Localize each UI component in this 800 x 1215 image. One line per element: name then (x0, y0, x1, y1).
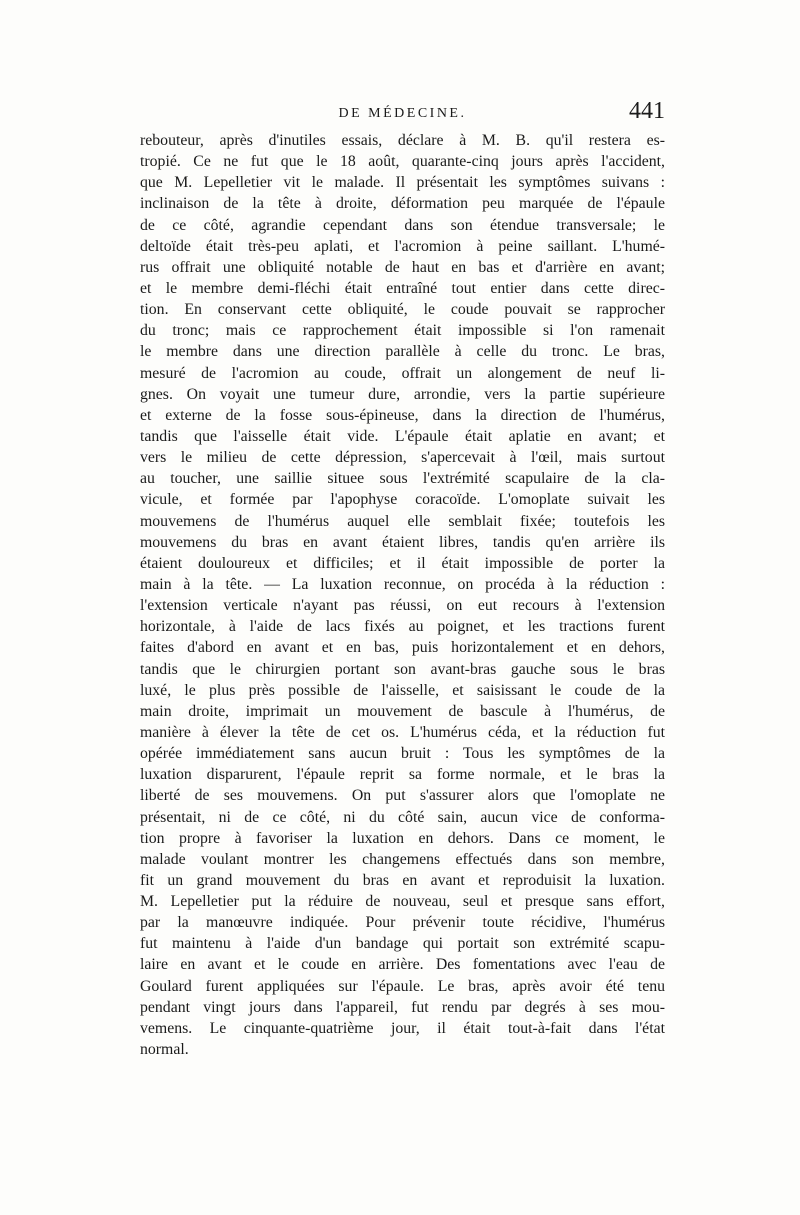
text-line: vicule, et formée par l'apophyse coracoïde. L'omoplate suivait les (140, 491, 665, 509)
text-line: opérée immédiatement sans aucun bruit : Tous les symptômes de la (140, 745, 665, 763)
text-line: tion propre à favoriser la luxation en dehors. Dans ce moment, le (140, 829, 665, 847)
text-line: M. Lepelletier put la réduire de nouveau, seul et presque sans effort, (140, 893, 665, 911)
text-line: présentait, ni de ce côté, ni du côté sain, aucun vice de conforma- (140, 808, 665, 826)
text-line: pendant vingt jours dans l'appareil, fut rendu par degrés à ses mou- (140, 998, 665, 1016)
text-line: malade voulant montrer les changemens effectués dans son membre, (140, 850, 665, 868)
text-line: gnes. On voyait une tumeur dure, arrondie, vers la partie supérieure (140, 385, 665, 403)
text-line: tandis que le chirurgien portant son avant-bras gauche sous le bras (140, 660, 665, 678)
text-line: luxé, le plus près possible de l'aisselle, et saisissant le coude de la (140, 681, 665, 699)
text-line: faites d'abord en avant et en bas, puis horizontalement et en dehors, (140, 639, 665, 657)
text-line: mouvemens de l'humérus auquel elle semblait fixée; toutefois les (140, 512, 665, 530)
text-line: tandis que l'aisselle était vide. L'épaule était aplatie en avant; et (140, 427, 665, 445)
running-head: DE MÉDECINE. (338, 106, 467, 121)
page-number: 441 (629, 98, 665, 124)
text-line: main droite, imprimait un mouvement de bascule à l'humérus, de (140, 702, 665, 720)
text-line: deltoïde était très-peu aplati, et l'acromion à peine saillant. L'humé- (140, 237, 665, 255)
text-line: rebouteur, après d'inutiles essais, déclare à M. B. qu'il restera es- (140, 132, 665, 149)
text-line: horizontale, à l'aide de lacs fixés au poignet, et les tractions furent (140, 618, 665, 636)
text-line: luxation disparurent, l'épaule reprit sa forme normale, et le bras la (140, 766, 665, 784)
text-line: le membre dans une direction parallèle à celle du tronc. Le bras, (140, 343, 665, 361)
text-line: fut maintenu à l'aide d'un bandage qui portait son extrémité scapu- (140, 935, 665, 953)
text-line: liberté de ses mouvemens. On put s'assurer alors que l'omoplate ne (140, 787, 665, 805)
text-line: par la manœuvre indiquée. Pour prévenir toute récidive, l'humérus (140, 914, 665, 932)
text-line: Goulard furent appliquées sur l'épaule. Le bras, après avoir été tenu (140, 977, 665, 995)
text-line: tion. En conservant cette obliquité, le coude pouvait se rapprocher (140, 301, 665, 319)
body-text (140, 130, 665, 1060)
text-line: et le membre demi-fléchi était entraîné tout entier dans cette direc- (140, 279, 665, 297)
text-line: fit un grand mouvement du bras en avant et reproduisit la luxation. (140, 871, 665, 889)
text-line: vers le milieu de cette dépression, s'apercevait à l'œil, mais surtout (140, 449, 665, 467)
text-line: normal. (140, 1041, 189, 1059)
page-header (140, 100, 665, 130)
text-line: mesuré de l'acromion au coude, offrait un alongement de neuf li- (140, 364, 665, 382)
text-line: étaient douloureux et difficiles; et il était impossible de porter la (140, 554, 665, 572)
text-line: manière à élever la tête de cet os. L'humérus céda, et la réduction fut (140, 723, 665, 741)
text-line: rus offrait une obliquité notable de haut en bas et d'arrière en avant; (140, 258, 665, 276)
text-line: que M. Lepelletier vit le malade. Il présentait les symptômes suivans : (140, 174, 665, 192)
text-line: mouvemens du bras en avant étaient libres, tandis qu'en arrière ils (140, 533, 665, 551)
text-line: et externe de la fosse sous-épineuse, dans la direction de l'humérus, (140, 406, 665, 424)
text-line: vemens. Le cinquante-quatrième jour, il était tout-à-fait dans l'état (140, 1019, 665, 1037)
text-line: l'extension verticale n'ayant pas réussi, on eut recours à l'extension (140, 597, 665, 615)
text-line: main à la tête. — La luxation reconnue, on procéda à la réduction : (140, 575, 665, 593)
text-line: laire en avant et le coude en arrière. Des fomentations avec l'eau de (140, 956, 665, 974)
text-line: de ce côté, agrandie cependant dans son étendue transversale; le (140, 216, 665, 234)
text-line: inclinaison de la tête à droite, déformation peu marquée de l'épaule (140, 195, 665, 213)
text-line: du tronc; mais ce rapprochement était impossible si l'on ramenait (140, 322, 665, 340)
text-line: au toucher, une saillie situee sous l'extrémité scapulaire de la cla- (140, 470, 665, 488)
text-line: tropié. Ce ne fut que le 18 août, quarante-cinq jours après l'accident, (140, 153, 665, 171)
